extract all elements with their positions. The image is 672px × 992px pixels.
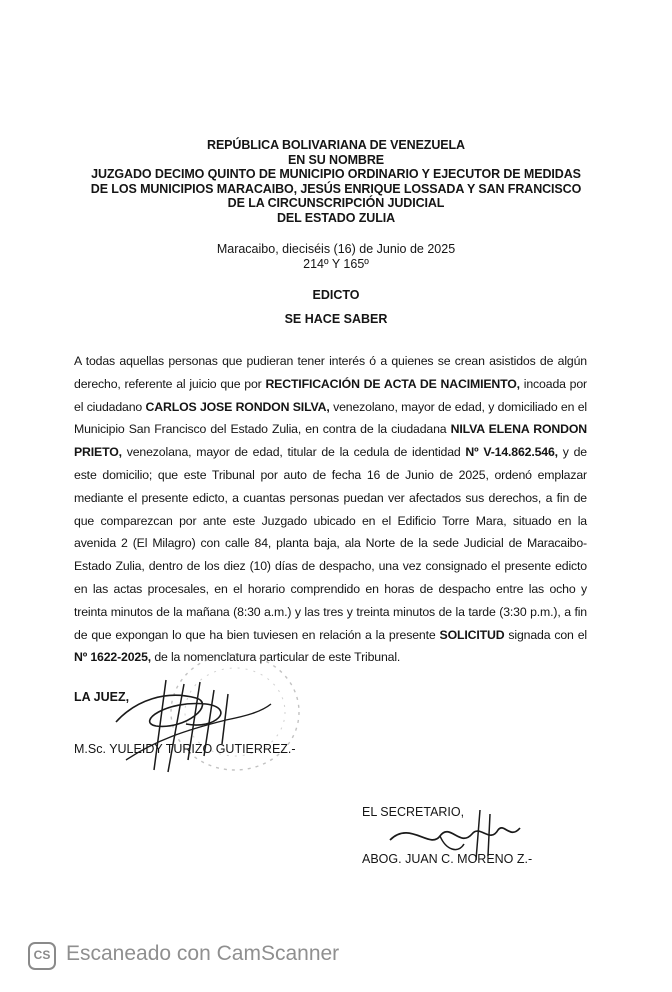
plaintiff-name: CARLOS JOSE RONDON SILVA, [145,399,330,414]
date-line: Maracaibo, dieciséis (16) de Junio de 2025 [216,242,456,256]
camscanner-watermark-text: Escaneado con CamScanner [66,942,340,965]
header-line: DEL ESTADO ZULIA [276,210,396,225]
camscanner-footer [0,934,672,992]
judge-label: LA JUEZ, [74,690,130,704]
defendant-name: NILVA ELENA RONDON PRIETO, [74,422,587,460]
edict-body [74,350,587,669]
era-line: 214º Y 165º [303,257,369,271]
camscanner-logo-icon: CS [28,942,56,970]
court-header [0,138,672,226]
id-number: Nº V-14.862.546, [465,445,558,460]
body-text-segment: venezolano, mayor de edad, y domiciliado en el Municipio San Francisco del Estado Zulia, en contra de la ciudadana [74,399,587,437]
case-type: RECTIFICACIÓN DE ACTA DE NACIMIENTO, [265,376,520,391]
header-line: EN SU NOMBRE [287,152,385,167]
document-title: EDICTO [312,288,360,302]
body-text-segment: de la nomenclatura particular de este Tribunal. [151,650,401,665]
body-text-segment: signada con el [504,627,587,642]
document-subtitle: SE HACE SABER [284,312,388,326]
body-text-segment: A todas aquellas personas que pudieran tener interés ó a quienes se crean asistidos de algún derecho, referente al juicio que por [74,354,587,391]
secretary-label: EL SECRETARIO, [362,805,465,819]
body-text-segment: incoada por el ciudadano [74,376,587,414]
body-text-segment: venezolana, mayor de edad, titular de la cedula de identidad [121,445,466,460]
request-type: SOLICITUD [439,627,505,642]
header-line: DE LA CIRCUNSCRIPCIÓN JUDICIAL [227,196,445,211]
judge-signature [96,660,286,780]
header-line: REPÚBLICA BOLIVARIANA DE VENEZUELA [207,138,465,152]
body-text-segment: y de este domicilio; que este Tribunal por auto de fecha 16 de Junio de 2025, ordenó emplazar mediante el presente edicto, a cuantas personas puedan ver afectados sus derechos, a fin de que comparezcan por ante este Juzgado ubicado en el Edificio Torre Mara, situado en la avenida 2 (El Milagro) con calle 84, planta baja, ala Norte de la sede Judicial de Maracaibo-Estado Zulia, dentro de los diez (10) días de despacho, una vez consignado el presente edicto en las actas procesales, en el horario comprendido en horas de despacho entre las ocho y treinta minutos de la mañana (8:30 a.m.) y las tres y treinta minutos de la tarde (3:30 p.m.), a fin de que expongan lo que ha bien tuviesen en relación a la presente [74,445,587,642]
header-line: JUZGADO DECIMO QUINTO DE MUNICIPIO ORDINARIO Y EJECUTOR DE MEDIDAS [91,167,581,182]
secretary-name: ABOG. JUAN C. MORENO Z.- [362,852,533,866]
header-line: DE LOS MUNICIPIOS MARACAIBO, JESÚS ENRIQUE LOSSADA Y SAN FRANCISCO [90,181,582,196]
date-block [0,242,672,272]
judge-name: M.Sc. YULEIDY TURIZO GUTIERREZ.- [74,742,296,756]
file-number: Nº 1622-2025, [74,650,152,665]
